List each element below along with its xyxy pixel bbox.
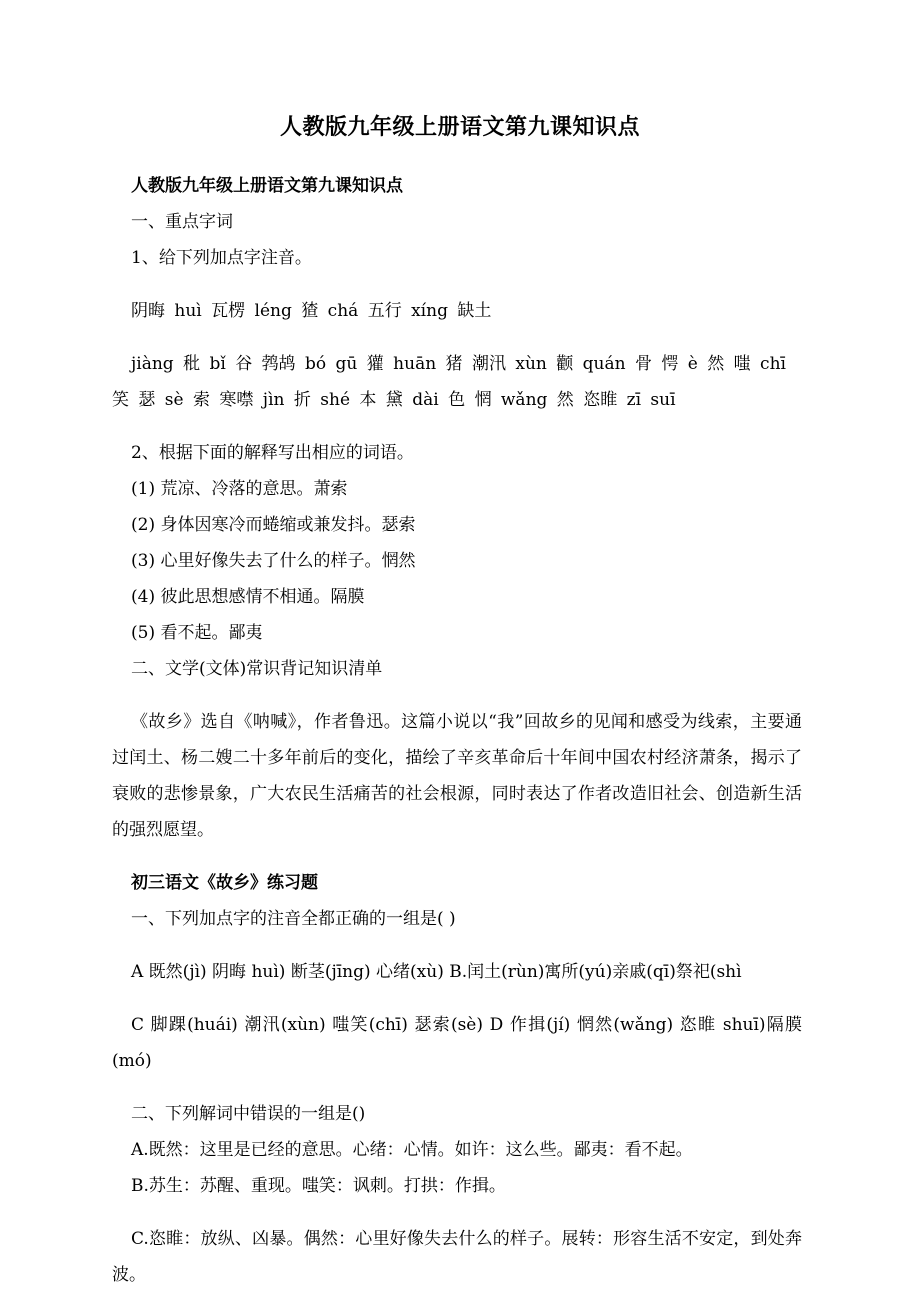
section-heading-knowledge: 人教版九年级上册语文第九课知识点: [131, 176, 403, 196]
section-title-key-words: 一、重点字词: [131, 212, 233, 232]
exercise-question-2: 二、下列解词中错误的一组是(): [131, 1104, 366, 1124]
exercise-1-options-cd: C 脚踝(huái) 潮汛(xùn) 嗤笑(chī) 瑟索(sè) D 作揖(jí) 惘然(wǎng) 恣睢 shuī)隔膜(mó): [112, 1015, 802, 1071]
section-title-literature: 二、文学(文体)常识背记知识清单: [131, 659, 383, 679]
pinyin-list-line-2: jiàng 秕 bǐ 谷 鹁鸪 bó gū 獾 huān 猪 潮汛 xùn 颧 quán 骨 愕 è 然 嗤 chī 笑 瑟 sè 索 寒噤 jìn 折 shé 本 黛 dài 色 惘 wǎng 然 恣睢 zī suī: [112, 354, 786, 410]
document-title: 人教版九年级上册语文第九课知识点: [279, 115, 640, 140]
section-heading-exercises: 初三语文《故乡》练习题: [131, 873, 318, 893]
exercise-2-option-a: A.既然：这里是已经的意思。心绪：心情。如许：这么些。鄙夷：看不起。: [131, 1140, 693, 1160]
document-body: [112, 168, 802, 1310]
definition-item: (3) 心里好像失去了什么的样子。惘然: [131, 551, 416, 571]
definition-item: (5) 看不起。鄙夷: [131, 623, 263, 643]
exercise-2-option-c: C.恣睢：放纵、凶暴。偶然：心里好像失去什么的样子。展转：形容生活不安定，到处奔波。: [112, 1229, 802, 1285]
literature-paragraph: 《故乡》选自《呐喊》，作者鲁迅。这篇小说以“我”回故乡的见闻和感受为线索，主要通过闰土、杨二嫂二十多年前后的变化，描绘了辛亥革命后十年间中国农村经济萧条，揭示了衰败的悲惨景象，广大农民生活痛苦的社会根源，同时表达了作者改造旧社会、创造新生活的强烈愿望。: [112, 712, 802, 840]
exercise-2-option-b: B.苏生：苏醒、重现。嗤笑：讽刺。打拱：作揖。: [131, 1176, 506, 1196]
definition-item: (4) 彼此思想感情不相通。隔膜: [131, 587, 365, 607]
exercise-1-options-ab: A 既然(jì) 阴晦 huì) 断茎(jīng) 心绪(xù) B.闰土(rùn)寓所(yú)亲戚(qī)祭祀(shì: [131, 962, 742, 982]
pinyin-list-line-1: 阴晦 huì 瓦楞 léng 猹 chá 五行 xíng 缺土: [131, 301, 492, 321]
question-pinyin: 1、给下列加点字注音。: [131, 248, 312, 268]
definition-item: (2) 身体因寒冷而蜷缩或兼发抖。瑟索: [131, 515, 416, 535]
definition-item: (1) 荒凉、冷落的意思。萧索: [131, 479, 348, 499]
exercise-question-1: 一、下列加点字的注音全都正确的一组是( ): [131, 909, 456, 929]
question-definitions: 2、根据下面的解释写出相应的词语。: [131, 443, 414, 463]
